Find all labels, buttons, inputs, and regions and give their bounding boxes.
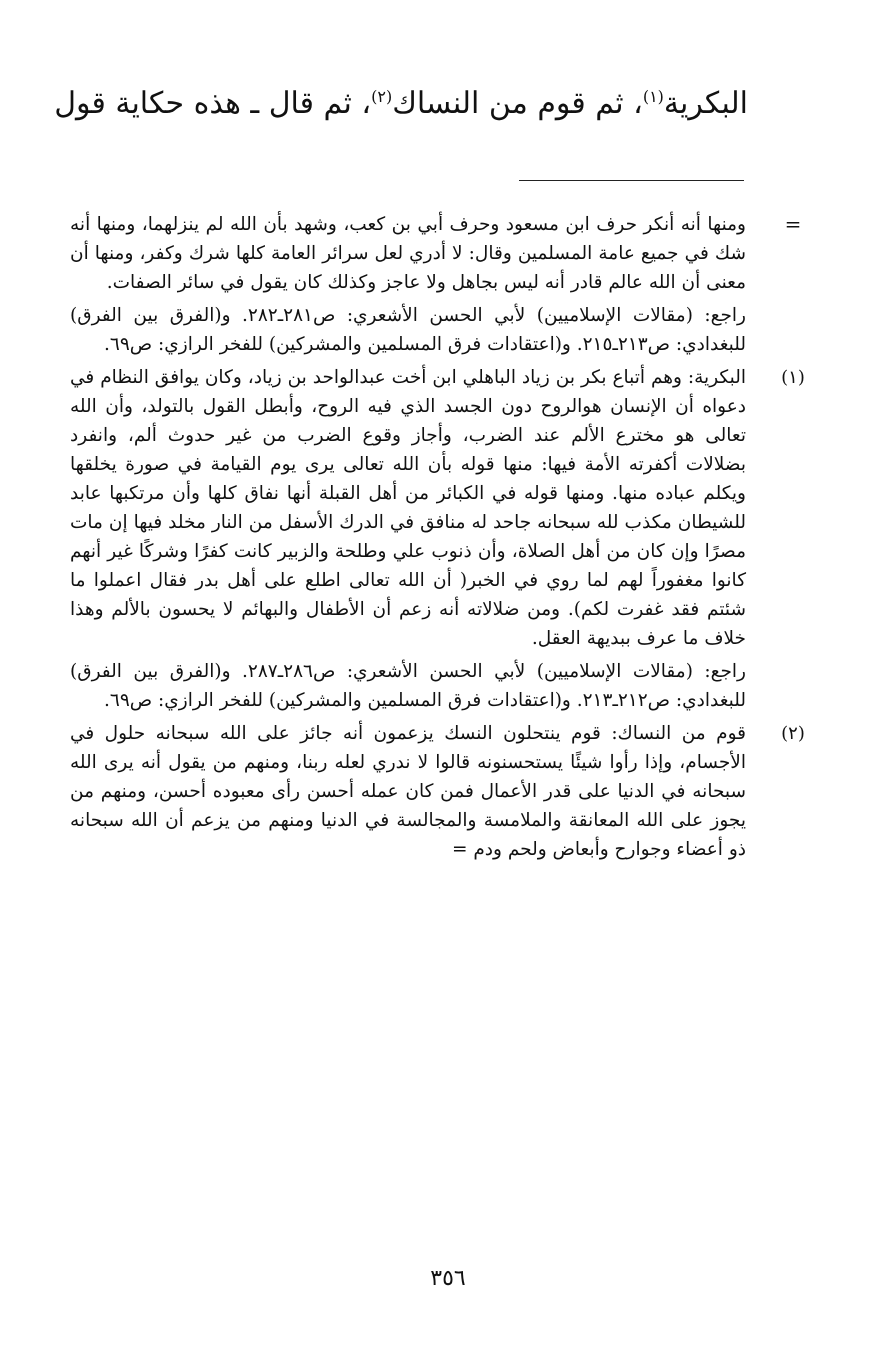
- main-text-part3: ، ثم قال ـ هذه حكاية قول: [54, 86, 372, 121]
- footnote-continuation-ref: راجع: (مقالات الإسلاميين) لأبي الحسن الأشعري: ص٢٨١ـ٢٨٢. و(الفرق بين الفرق) للبغدادي: ص٢١٣ـ٢١٥. و(اعتقادات فرق المسلمين والمشركين) للفخر الرازي: ص٦٩.: [70, 305, 746, 355]
- footnote-1-text: البكرية: وهم أتباع بكر بن زياد الباهلي ابن أخت عبدالواحد بن زياد، وكان يوافق النظام في دعواه أن الإنسان هوالروح دون الجسد الذي فيه الروح، وأبطل القول بالتولد، وأن الله تعالى هو مخترع الألم عند الضرب، وأجاز وقوع الضرب من غير حدوث ألم، وانفرد بضلالات أكفرته الأمة فيها: منها قوله بأن الله تعالى يرى يوم القيامة في صورة يخلقها ويكلم عباده منها. ومنها قوله في الكبائر من أهل القبلة أنها نفاق كلها وأن مرتكبها عابد للشيطان مكذب لله سبحانه جاحد له منافق في الدرك الأسفل من النار مخلد فيها إن مات مصرًا وإن كان من أهل الصلاة، وأن ذنوب علي وطلحة والزبير كانت كفرًا وشركًا غير أنهم كانوا مغفوراً لهم لما روي في الخبر( أن الله تعالى اطلع على أهل بدر فقال اعملوا ما شئتم فقد غفرت لكم). ومن ضلالاته أنه زعم أن الأطفال والبهائم لا يحسون بالألم وهذا خلاف ما عرف ببديهة العقل.: [70, 367, 746, 649]
- footnote-2-marker: (٢): [781, 723, 805, 744]
- footnote-1-ref: راجع: (مقالات الإسلاميين) لأبي الحسن الأشعري: ص٢٨٦ـ٢٨٧. و(الفرق بين الفرق) للبغدادي: ص٢١٢ـ٢١٣. و(اعتقادات فرق المسلمين والمشركين) للفخر الرازي: ص٦٩.: [70, 661, 746, 711]
- main-text-part2: ، ثم قوم من النساك: [392, 86, 643, 121]
- footnote-2-text: قوم من النساك: قوم ينتحلون النسك يزعمون أنه جائز على الله سبحانه حلول في الأجسام، وإذا رأوا شيئًا يستحسنونه قالوا لا ندري لعله ربنا، ومنهم من يقول أنه يرى الله سبحانه في الدنيا على قدر الأعمال فمن كان عمله أحسن رأى معبوده أحسن، ومنهم من يجوز على الله المعانقة والملامسة والمجالسة في الدنيا ومنهم من يزعم أن الله سبحانه ذو أعضاء وجوارح وأبعاض ولحم ودم =: [70, 723, 746, 860]
- footnote-separator: [519, 180, 744, 181]
- footnotes-section: [70, 210, 805, 868]
- footnote-1-marker: (١): [781, 367, 805, 388]
- footnote-continuation-text: ومنها أنه أنكر حرف ابن مسعود وحرف أبي بن كعب، وشهد بأن الله لم ينزلهما، ومنها أنه شك في جميع عامة المسلمين وقال: لا أدري لعل سرائر العامة كلها شرك وكفر، ومنها أن معنى أن الله عالم قادر أنه ليس بجاهل ولا عاجز وكذلك كان يقول في سائر الصفات.: [70, 214, 746, 293]
- footnote-1: [70, 363, 805, 715]
- footnote-2: [70, 719, 805, 864]
- main-text-part1: البكرية: [663, 86, 748, 121]
- footnote-ref-2: (٢): [371, 87, 393, 106]
- continuation-marker: =: [784, 212, 802, 236]
- footnote-ref-1: (١): [642, 87, 664, 106]
- page-number: ٣٥٦: [430, 1266, 466, 1291]
- footnote-continuation: [70, 210, 802, 359]
- main-text-line: [54, 78, 748, 130]
